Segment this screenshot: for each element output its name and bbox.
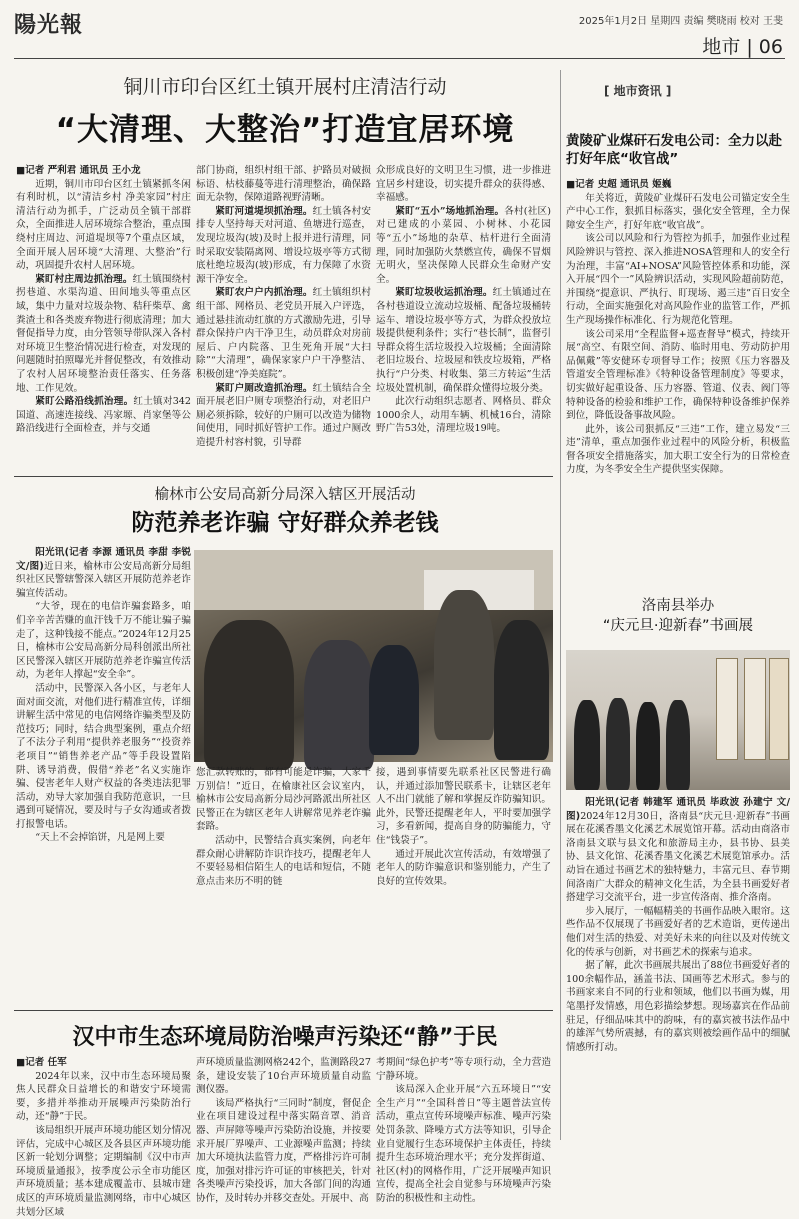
article1-column-2	[196, 164, 371, 512]
article1-paragraph: 红土镇组织村组干部、网格员、老党员开展入户评选，通过悬挂流动红旗的方式激励先进，引导群众保持户内干净卫生，动员群众对房前屋后、户内院落、卫生死角开展“大扫除”“大清理”，确保家家户户干净整洁、积极创建“净美庭院”。	[196, 287, 372, 380]
article3-lead	[16, 546, 191, 600]
photo-person	[636, 702, 660, 790]
article5-column-1	[16, 1056, 191, 1218]
calligraphy-exhibition-photo	[566, 650, 790, 790]
photo-person	[606, 698, 630, 790]
article2-paragraph: 该公司采用“全程监督+巡查督导”模式，持续开展“高空、有限空间、消防、临时用电、劳动防护用品佩戴”等安健环专项督导工作；按照《压力容器及管道安全管理标准》《特种设备管理制度》等要求，切实做好起重设备、压力容器、管道、仪表、阀门等特种设备的检验和维护工作，确保特种设备维护保养到位，降低设备事故风险。	[566, 328, 790, 422]
article5-paragraph: 考期间“绿色护考”等专项行动，全力营造宁静环境。	[376, 1057, 551, 1082]
article3-paragraph: 通过开展此次宣传活动，有效增强了老年人的防诈骗意识和鉴别能力，产生了良好的宣传效果。	[376, 848, 551, 887]
article1-subhead: 紧盯垃圾收运抓治理。	[395, 287, 493, 299]
article1-paragraph: 红土镇通过在各村巷道设立流动垃圾桶、配备垃圾桶转运车、增设垃圾亭等方式，为群众投放垃圾提供便利条件；实行“巷长制”，监督引导群众将生活垃圾投入垃圾桶；全面清除老旧垃圾台、垃圾屋和铁皮垃圾箱，严格执行“户分类、村收集、第三方转运”生活垃圾处置机制，确保群众懂得垃圾分类。	[376, 287, 552, 394]
article5-paragraph: 2024年以来，汉中市生态环境局聚焦人民群众日益增长的和谐安宁环境需要，多措并举推动开展噪声污染防治行动，还“静”于民。	[16, 1070, 191, 1123]
article3-kicker: 榆林市公安局高新分局深入辖区开展活动	[154, 487, 416, 503]
article1-column-3	[376, 164, 551, 512]
photo-scroll-artwork	[716, 658, 738, 760]
article1-paragraph: 各村(社区)对已建成的小菜园、小树林、小花园等“五小”场地的杂草、枯杆进行全面清理，同时加强防火禁燃宣传，确保不冒烟无明火，坚决保障人民群众生命财产安全。	[376, 205, 551, 285]
article1-headline: “大清理、大整治”打造宜居环境	[55, 112, 515, 148]
article3-column-2	[196, 766, 371, 1006]
photo-scroll-artwork	[744, 658, 766, 760]
article3-paragraph: 接，遇到事情要先联系社区民警进行确认，并通过添加警民联系卡，让辖区老年人不出门就能了解和掌握反诈防骗知识。此外，民警还提醒老年人，平时要加强学习，多看新闻，提高自身的防骗能力，守住“钱袋子”。	[376, 767, 551, 846]
article1-paragraph: 红土镇结合全面开展老旧户厕专项整治行动，对老旧户厕必须拆除，较好的户厕可以改造为储物间使用，同时抓好管护工作。通过户厕改造提升村容村貌，引导群	[196, 382, 372, 448]
article1-paragraph: 此次行动组织志愿者、网格员、群众1000余人，动用车辆、机械16台，清除野广告53处，清理垃圾19吨。	[376, 396, 551, 435]
article3-headline: 防范养老诈骗 守好群众养老钱	[131, 510, 439, 536]
article-rule	[14, 476, 553, 477]
article4-byline: 阳光讯(记者 韩建军 通讯员 毕政波 孙建宁 文/图)	[566, 797, 790, 822]
bracket-right-icon: ]	[661, 84, 672, 98]
masthead-rule	[14, 58, 785, 59]
article1-paragraph: 部门协商，组织村组干部、护路员对破损标语、枯枝藤蔓等进行清理整治，确保路面无杂物，保障道路视野清晰。	[196, 165, 371, 204]
article2-headline: 黄陵矿业煤矸石发电公司：全力以赴打好年底“收官战”	[566, 133, 782, 167]
article5-headline: 汉中市生态环境局防治噪声污染还“静”于民	[72, 1025, 498, 1050]
article-rule	[14, 1010, 553, 1011]
photo-police-officer	[369, 645, 419, 755]
article5-paragraph: 该局深入企业开展“六五环境日”“安全生产月”“全国科普日”等主题普法宣传活动，重点宣传环境噪声标准、噪声污染处罚条款、降噪方式方法等知识，引导企业自觉履行生态环境保护主体责任，持续提升生态环境治理水平；充分发挥街道、社区(村)的网格作用，广泛开展噪声知识宣传，提高全社会自觉参与环境噪声污染防治的积极性和主动性。	[376, 1084, 551, 1204]
article1-paragraph: 红土镇对342国道、高速连接线、冯家塬、肖家堡等公路沿线进行全面检查，并与交通	[16, 396, 192, 435]
bracket-left-icon: [	[604, 84, 614, 98]
article3-paragraph: “天上不会掉馅饼，凡是网上要	[35, 832, 165, 844]
article5-paragraph: 该局严格执行“三同时”制度，督促企业在项目建设过程中落实隔音罩、消音器、声屏障等噪声污染防治设施，并按要求开展厂界噪声、工业源噪声监测；持续加大环境执法监管力度，严格排污许可制度，加强对排污许可证的审核把关，针对各类噪声污染投诉，加大各部门间的沟通协作，及时转办并移交查处。开展中、高	[196, 1097, 371, 1204]
article1-kicker: 铜川市印台区红土镇开展村庄清洁行动	[123, 76, 447, 98]
article4-lead-text: 2024年12月30日，洛南县“庆元旦·迎新春”书画展在花溪香墨文化溪艺术展览馆开幕。活动由商洛市洛南县文联与县文化和旅游局主办，县书协、县美协、县文化馆、花溪香墨文化溪艺术展览馆承办。活动旨在通过书画艺术的独特魅力，丰富元旦、春节期间洛南广大群众的精神文化生活，为全县书画爱好者搭建学习交流平台，进一步宣传洛南、推介洛南。	[566, 810, 790, 904]
article4-paragraph: 据了解，此次书画展共展出了88位书画爱好者的100余幅作品，涵盖书法、国画等艺术形式。参与的书画家来自不同的行业和领域，他们以书画为媒，用笔墨抒发情感，用色彩描绘梦想。现场嘉宾在作品前驻足，仔细品味其中的韵味，有的嘉宾被书法作品中的雄浑气势所震撼，有的嘉宾则被绘画作品中的细腻情感所打动。	[566, 960, 790, 1053]
article5-paragraph: 该局组织开展声环境功能区划分情况评估，完成中心城区及各县区声环境功能区新一轮划分调整；定期编制《汉中市声环境质量通报》，按季度公示全市功能区声环境质量；基本建成覆盖市、县城市建成区的声环境质量监测网络，市中心城区共划分区域	[16, 1124, 191, 1218]
article3-paragraph: 活动中，民警结合真实案例，向老年群众耐心讲解防诈识诈技巧，提醒老年人不要轻易相信陌生人的电话和短信，不随意点击来历不明的链	[196, 834, 371, 887]
article3-column-1	[16, 546, 191, 1008]
article1-paragraph: 众形成良好的文明卫生习惯，进一步推进宜居乡村建设，切实提升群众的获得感、幸福感。	[376, 165, 551, 204]
newspaper-logo: 陽光報	[14, 12, 84, 38]
article2-body	[566, 178, 790, 570]
photo-person	[204, 620, 294, 770]
section-label: 地市 | 06	[702, 36, 783, 58]
police-outreach-photo	[194, 550, 553, 762]
article3-paragraph: “大爷，现在的电信诈骗套路多，咱们辛辛苦苦赚的血汗钱千万不能让骗子骗走了，这种钱接不能点。”2024年12月25日，榆林市公安局高新分局科创派出所社区民警深入辖区开展防范养老诈骗宣传活动，为老年人撑起“安全伞”。	[16, 601, 191, 681]
article3-lead-text: 近日来，榆林市公安局高新分局组织社区民警辖警深入辖区开展防范养老诈骗宣传活动。	[16, 560, 192, 599]
article4-body	[566, 796, 790, 1138]
photo-person	[304, 640, 374, 770]
photo-person	[574, 700, 600, 790]
photo-person	[666, 700, 690, 790]
article1-byline: ■记者 严利君 通讯员 王小龙	[16, 165, 141, 176]
article4-headline: “庆元旦·迎新春”书画展	[602, 618, 754, 634]
article2-paragraph: 此外，该公司狠抓反“三违”工作，建立易发“三违”清单，重点加强作业过程中的风险分析，积极监督各项安全措施落实，加大职工安全行为的日常检查力度，为冬季安全生产提供坚实保障。	[566, 423, 790, 476]
sidebar-label	[604, 82, 794, 99]
sidebar-divider	[560, 70, 561, 1140]
article1-subhead: 紧盯村庄周边抓治理。	[35, 273, 133, 285]
article1-paragraph: 近期，铜川市印台区红土镇紧抓冬闲有利时机，以“清洁乡村 净美家园”村庄清洁行动为抓手，广泛动员全镇干部群众，全面推进人居环境综合整治，重点围绕村庄周边、河道堤坝等7个重点区域，全面开展人居环境“大清理、大整治”行动，巩固提升农村人居环境。	[16, 178, 191, 272]
sidebar-label-text: 地市资讯	[613, 84, 662, 98]
article3-byline: 阳光讯(记者 李源 通讯员 李甜 李锐 文/图)	[16, 547, 191, 572]
article3-paragraph: 您汇款转账的，都有可能是诈骗，大家千万别信！”近日，在榆康社区会议室内，榆林市公安局高新分局沙河路派出所社区民警正在为辖区老年人讲解常见养老诈骗套路。	[196, 767, 371, 833]
article1-subhead: 紧盯户厕改造抓治理。	[215, 382, 313, 394]
article5-column-3	[376, 1056, 551, 1204]
article5-column-2	[196, 1056, 371, 1204]
dateline: 2025年1月2日 星期四 责编 樊晓雨 校对 王斐	[578, 16, 783, 27]
article1-subhead: 紧盯农户户内抓治理。	[215, 287, 313, 299]
article1-paragraph: 红土镇各村安排专人坚持每天对河道、鱼塘进行巡查，发现垃圾沟(坡)及时上报并进行清理，同时采取安装隔离网、增设垃圾亭等方式彻底杜绝垃圾沟(坡)形成，有力保障了水资源干净安全。	[196, 205, 372, 285]
photo-scroll-artwork	[769, 658, 789, 760]
article1-paragraph: 红土镇围绕村拐巷道、水渠沟道、田间地头等重点区域，集中力量对垃圾杂物、秸秆柴草、禽粪渣土和各类废弃物进行彻底清理；加大督促指导力度，由分管领导带队深入各村对环境卫生整治情况进行检查，对发现的问题随时拍照曝光并督促整改，有效推动了农村人居环境整治责任落实、任务落地、工作见效。	[16, 273, 192, 394]
article2-paragraph: 该公司以风险和行为管控为抓手，加强作业过程风险辨识与管控、深入推进NOSA管理和人的安全行为治理，丰富“AI+NOSA”风险管控体系和功能，深入开展“四个一”风险辨识活动，实现风险超前防范，并围绕“提意识、严执行、盯现场、遏三违”百日安全行动，全面实施强化对高风险作业的监管工作，严抓生产现场操作标准化、行为规范化管理。	[566, 233, 790, 326]
article1-subhead: 紧盯“五小”场地抓治理。	[395, 205, 505, 217]
article4-paragraph: 步入展厅，一幅幅精美的书画作品映入眼帘。这些作品不仅展现了书画爱好者的艺术造诣，更传递出他们对生活的热爱、对美好未来的向往以及对传统文化的传承与创新，对书画艺术的探索与追求。	[566, 905, 790, 958]
article3-column-3	[376, 766, 551, 1006]
article5-paragraph: 声环境质量监测网格242个，监测路段27条，建设安装了10台声环境质量自动监测仪器。	[196, 1057, 371, 1096]
article1-subhead: 紧盯河道堤坝抓治理。	[215, 205, 313, 217]
article2-paragraph: 年关将近，黄陵矿业煤矸石发电公司锚定安全生产中心工作，狠抓目标落实，强化安全管理，全力保障安全生产，打好年底“收官战”。	[566, 192, 790, 231]
article1-column-1	[16, 164, 191, 512]
photo-person	[494, 620, 549, 760]
article2-byline: ■记者 史超 通讯员 姬巍	[566, 179, 672, 190]
article5-byline: ■记者 任军	[16, 1057, 67, 1068]
photo-person	[434, 590, 494, 740]
article1-subhead: 紧盯公路沿线抓治理。	[35, 396, 134, 408]
article3-paragraph: 活动中，民警深入各小区，与老年人面对面交流，对他们进行精准宣传，详细讲解生活中常见的电信网络诈骗类型及防范技巧；同时，结合典型案例，重点介绍了不法分子利用“提供养老服务”“投资养老项目”“销售养老产品”等手段设置陷阱、诱导消费，假借“养老”名义实施诈骗、侵害老年人财产权益的各类违法犯罪活动，劝导大家加强自我防范意识，一旦遇到可疑情况，要及时与子女沟通或者拨打报警电话。	[16, 682, 191, 830]
article4-lead	[566, 796, 790, 905]
article4-kicker: 洛南县举办	[641, 598, 715, 614]
